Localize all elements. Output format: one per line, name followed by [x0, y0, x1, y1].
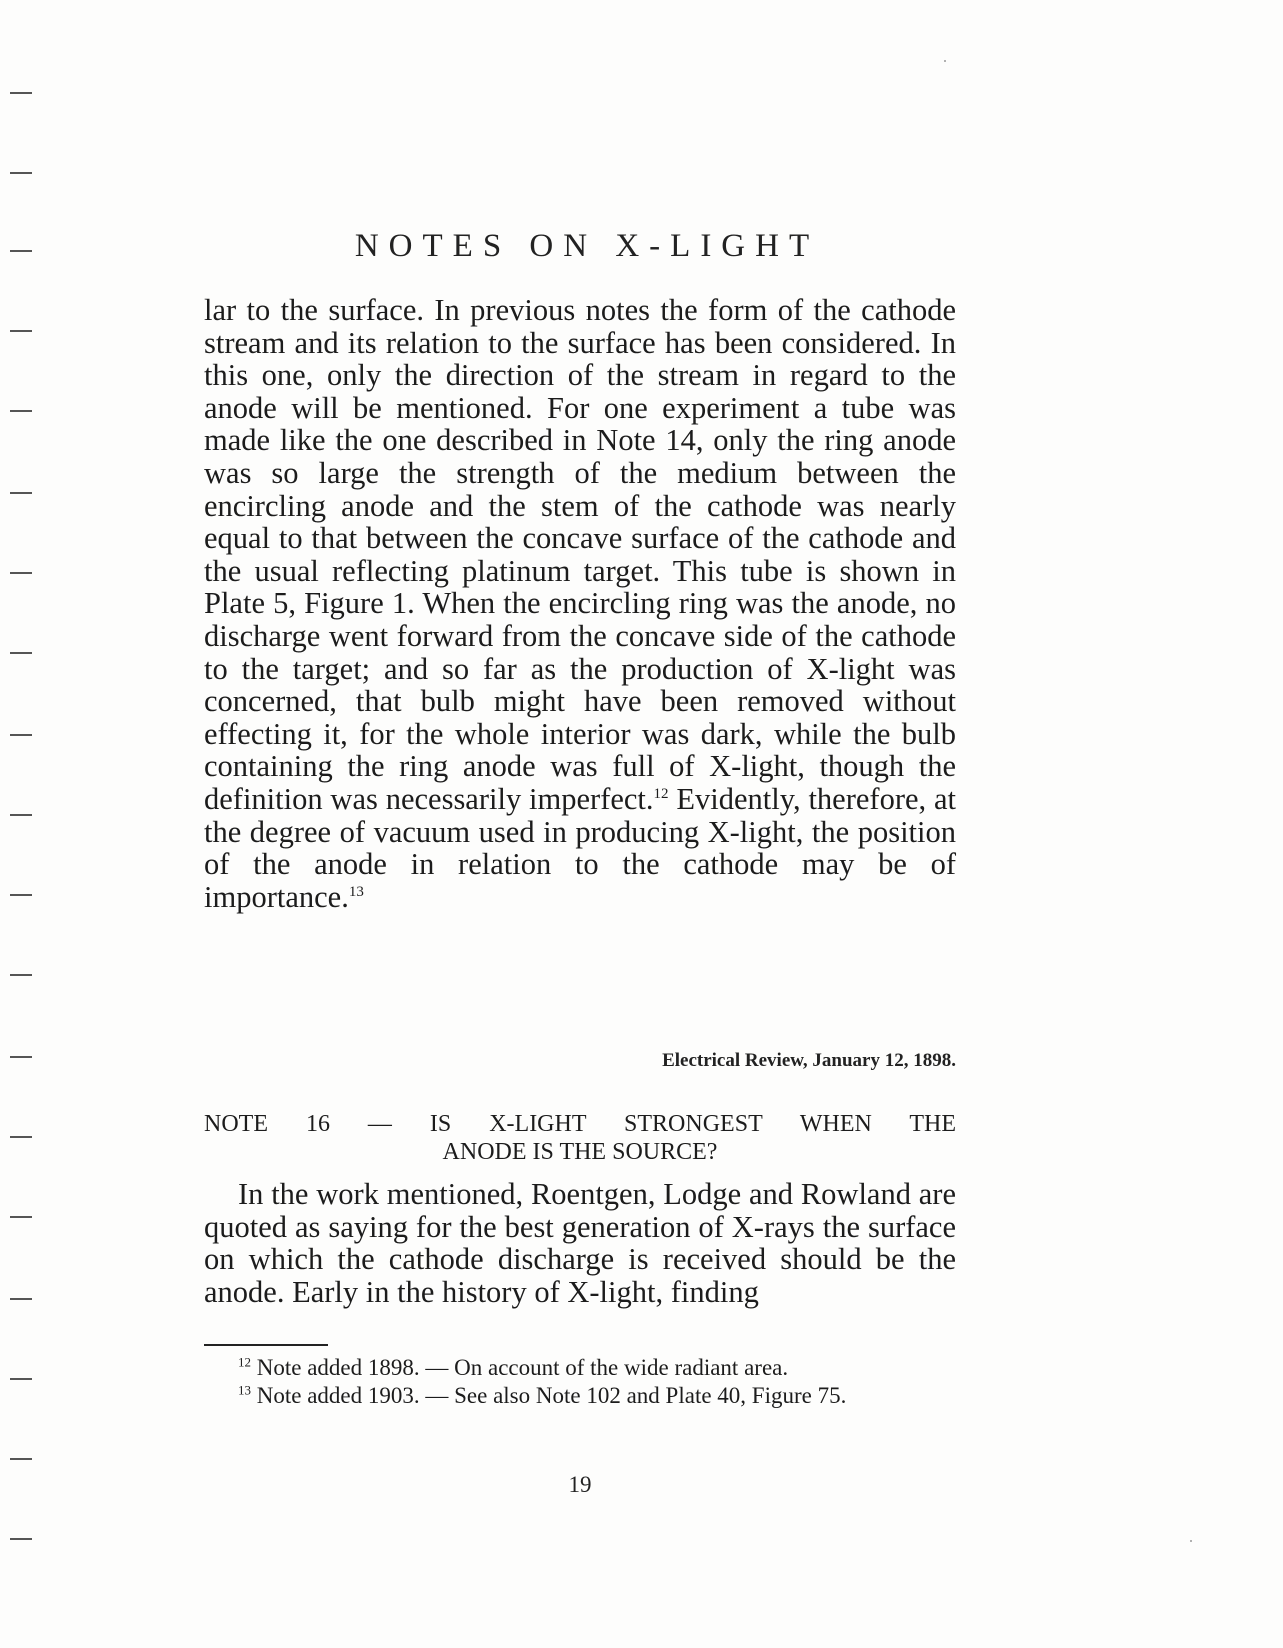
margin-mark	[10, 172, 32, 174]
margin-mark	[10, 1378, 32, 1380]
footnote-marker: 12	[238, 1354, 251, 1370]
binding-margin-marks	[10, 0, 34, 1648]
margin-mark	[10, 572, 32, 574]
margin-mark	[10, 92, 32, 94]
footnote-text: Note added 1903. — See also Note 102 and Plate 40, Figure 75.	[251, 1383, 847, 1408]
paper-speck	[944, 60, 946, 62]
footnote-12	[204, 1354, 956, 1382]
margin-mark	[10, 1538, 32, 1540]
margin-mark	[10, 734, 32, 736]
paper-speck	[1190, 1540, 1192, 1542]
margin-mark	[10, 814, 32, 816]
body-paragraph-1	[204, 294, 956, 913]
margin-mark	[10, 250, 32, 252]
footnote-text: Note added 1898. — On account of the wide radiant area.	[251, 1355, 789, 1380]
margin-mark	[10, 652, 32, 654]
paragraph-1-text-b: Evidently, therefore, at the degree of vacuum used in producing X-light, the position of the anode in relation to the cathode may be of importance.	[204, 781, 956, 914]
footnote-marker: 13	[238, 1382, 251, 1398]
footnotes	[204, 1354, 956, 1410]
footnote-13	[204, 1382, 956, 1410]
margin-mark	[10, 492, 32, 494]
margin-mark	[10, 410, 32, 412]
source-citation: Electrical Review, January 12, 1898.	[662, 1050, 956, 1071]
margin-mark	[10, 1458, 32, 1460]
footnote-ref-12[interactable]: 12	[653, 785, 669, 802]
margin-mark	[10, 974, 32, 976]
margin-mark	[10, 1136, 32, 1138]
margin-mark	[10, 1298, 32, 1300]
running-head: NOTES ON X-LIGHT	[354, 228, 820, 264]
margin-mark	[10, 894, 32, 896]
body-paragraph-2	[204, 1178, 956, 1308]
note-heading	[204, 1110, 956, 1166]
note-heading-line-1: NOTE 16 — IS X-LIGHT STRONGEST WHEN THE	[204, 1111, 956, 1137]
footnote-rule	[204, 1344, 328, 1346]
note-heading-line-2: ANODE IS THE SOURCE?	[442, 1139, 718, 1165]
margin-mark	[10, 1056, 32, 1058]
footnote-ref-13[interactable]: 13	[348, 883, 364, 900]
margin-mark	[10, 330, 32, 332]
margin-mark	[10, 1216, 32, 1218]
page-number: 19	[568, 1472, 592, 1497]
paragraph-2-text: In the work mentioned, Roentgen, Lodge and Rowland are quoted as saying for the best generation of X-rays the surface on which the cathode discharge is received should be the anode. Early in the history of X-light, finding	[204, 1177, 956, 1309]
paragraph-1-text-a: lar to the surface. In previous notes the form of the cathode stream and its relation to the surface has been considered. In this one, only the direction of the stream in regard to the anode will be mentioned. For one experiment a tube was made like the one described in Note 14, only the ring anode was so large the strength of the medium between the encircling anode and the stem of the cathode was nearly equal to that between the concave surface of the cathode and the usual reflecting platinum target. This tube is shown in Plate 5, Figure 1. When the encircling ring was the anode, no discharge went forward from the concave side of the cathode to the target; and so far as the production of X-light was concerned, that bulb might have been removed without effecting it, for the whole interior was dark, while the bulb containing the ring anode was full of X-light, though the definition was necessarily imperfect.	[204, 293, 956, 816]
